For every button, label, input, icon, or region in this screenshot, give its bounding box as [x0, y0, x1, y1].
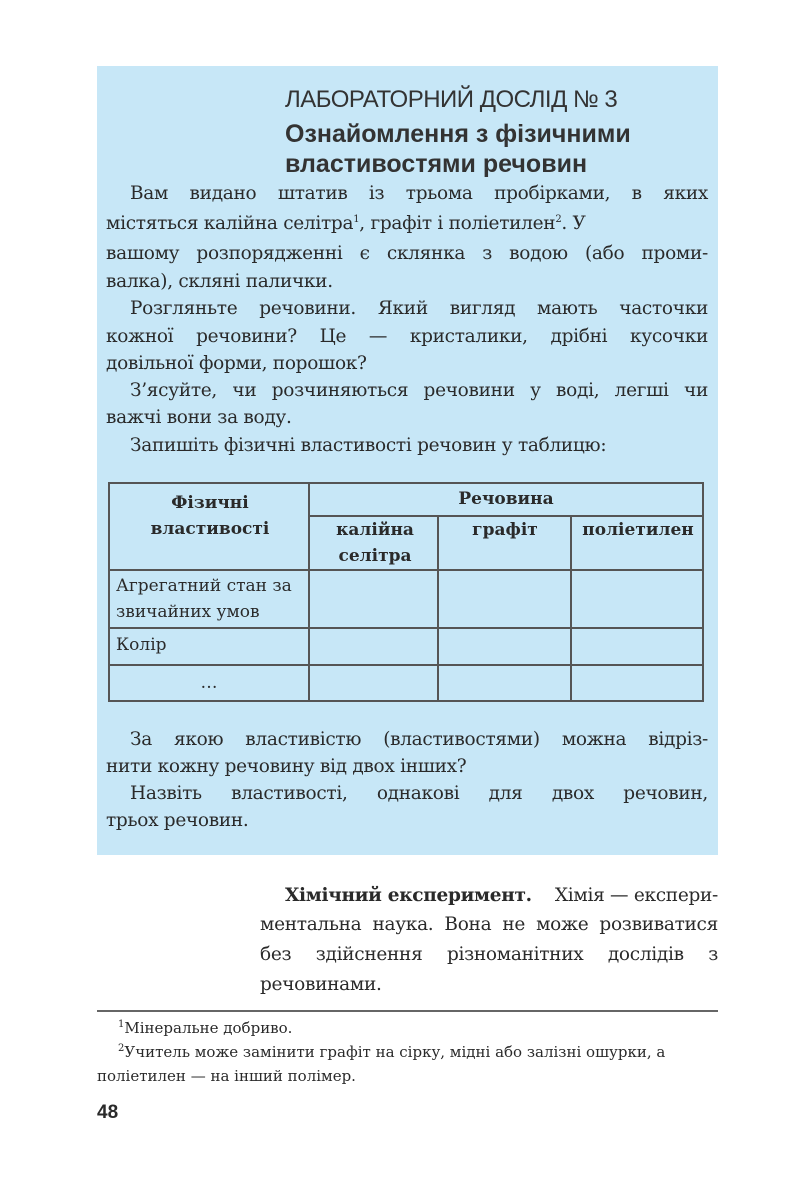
table-divider — [437, 515, 439, 700]
footnote-rule — [97, 1010, 718, 1012]
lab-heading: ЛАБОРАТОРНИЙ ДОСЛІД № 3 — [285, 86, 618, 113]
text-line: З’ясуйте, чи розчиняються речовини у воді, легші чи — [130, 380, 708, 401]
text-line: трьох речовин. — [106, 810, 249, 831]
footnote-ref-1: 1 — [353, 213, 360, 225]
header-substance: Речовина — [458, 489, 554, 509]
text-line: вашому розпорядженні є склянка з водою (або проми- — [106, 243, 708, 264]
footnote-1 — [118, 1018, 292, 1038]
page-number: 48 — [97, 1102, 119, 1123]
header-physical-properties: Фізичні властивості — [150, 493, 270, 539]
lab-title-line2: властивостями речовин — [285, 150, 588, 178]
text-line: валка), скляні палички. — [106, 271, 333, 292]
column-polyethylene: поліетилен — [582, 520, 694, 540]
text-line: довільної форми, порошок? — [106, 353, 367, 374]
text-line — [106, 213, 708, 235]
text-line: кожної речовини? Це — кристалики, дрібні кусочки — [106, 326, 708, 347]
lab-title-line1: Ознайомлення з фізичними — [285, 120, 631, 148]
table-divider — [110, 627, 702, 629]
properties-table — [108, 482, 704, 702]
footnote-2 — [118, 1042, 665, 1062]
text-fragment: Хімія — експери- — [554, 885, 718, 906]
footnote-ref-2: 2 — [555, 213, 562, 225]
text-line: ментальна наука. Вона не може розвиватися — [260, 914, 718, 935]
footnote-text: Учитель може замінити графіт на сірку, мідні або залізні ошурки, а — [124, 1043, 666, 1061]
text-line — [285, 885, 718, 907]
table-divider — [110, 569, 702, 571]
row-aggregate-state: Агрегатний стан за звичайних умов — [116, 576, 292, 622]
text-fragment: . У — [561, 213, 586, 234]
column-potassium-nitrate: калійна селітра — [336, 520, 414, 566]
text-fragment: , графіт і поліетилен — [359, 213, 556, 234]
text-line: речовинами. — [260, 974, 382, 995]
row-ellipsis: … — [200, 673, 218, 693]
text-fragment: містяться калійна селітра — [106, 213, 354, 234]
footnote-text: Мінеральне добриво. — [124, 1019, 293, 1037]
footnote-mark: 1 — [118, 1019, 125, 1030]
table-divider — [110, 664, 702, 666]
text-line: Назвіть властивості, однакові для двох речовин, — [130, 783, 708, 804]
text-line: Розгляньте речовини. Який вигляд мають часточки — [130, 298, 708, 319]
text-line: Запишіть фізичні властивості речовин у таблицю: — [130, 435, 607, 456]
text-line: нити кожну речовину від двох інших? — [106, 756, 467, 777]
row-color: Колір — [116, 635, 167, 655]
term-bold: Хімічний експеримент. — [285, 885, 532, 906]
footnote-mark: 2 — [118, 1043, 125, 1054]
text-line: Вам видано штатив із трьома пробірками, в яких — [130, 183, 708, 204]
text-line: важчі вони за воду. — [106, 407, 292, 428]
column-graphite: графіт — [472, 520, 538, 540]
text-line: За якою властивістю (властивостями) можна відріз- — [130, 729, 708, 750]
text-line: без здійснення різноманітних дослідів з — [260, 944, 718, 965]
footnote-2-continued: поліетилен — на інший полімер. — [97, 1067, 356, 1085]
